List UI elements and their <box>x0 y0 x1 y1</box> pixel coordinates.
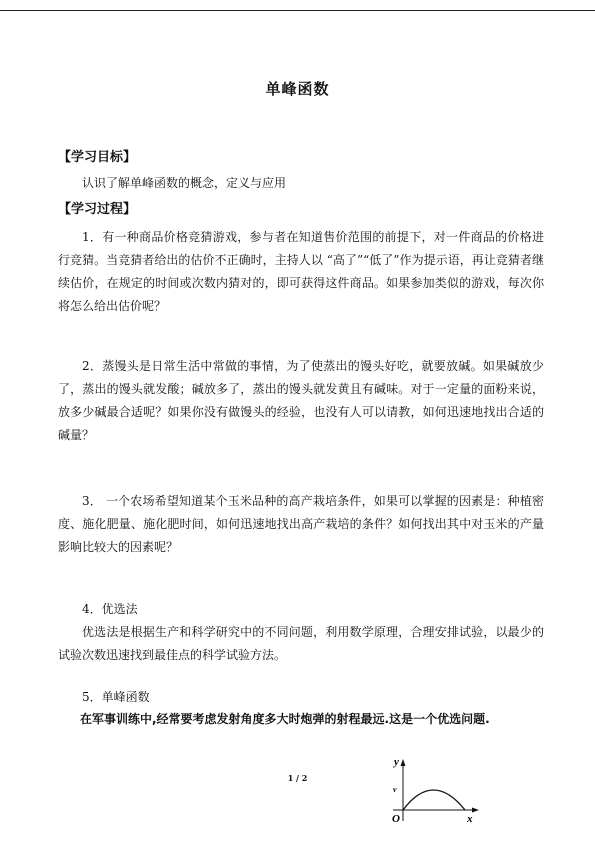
optimization-text: 优选法是根据生产和科学研究中的不同问题，利用数学原理，合理安排试验，以最少的试验次数迅速找到最佳点的科学试验方法。 <box>58 625 544 662</box>
goals-text: 认识了解单峰函数的概念，定义与应用 <box>82 176 287 190</box>
military-example-text: 在军事训练中,经常要考虑发射角度多大时炮弹的射程最远.这是一个优选问题. <box>80 712 490 726</box>
header-rule <box>0 10 595 11</box>
goals-heading: 【学习目标】 <box>58 150 137 165</box>
projectile-graph <box>385 755 485 825</box>
process-heading: 【学习过程】 <box>58 202 137 217</box>
paragraph-2: 2．蒸馒头是日常生活中常做的事情，为了使蒸出的馒头好吃，就要放碱。如果碱放少了，蒸出的馒头就发酸；碱放多了，蒸出的馒头就发黄且有碱味。对于一定量的面粉来说，放多少碱最合适呢？如果你没有做馒头的经验，也没有人可以请教，如何迅速地找出合适的碱量？ <box>58 359 544 442</box>
origin-label: O <box>392 813 400 825</box>
unimodal-heading: 5．单峰函数 <box>82 690 150 704</box>
y-axis-arrow <box>401 759 406 766</box>
velocity-label: v <box>393 785 397 794</box>
paragraph-3: 3． 一个农场希望知道某个玉米品种的高产栽培条件，如果可以掌握的因素是：种植密度、施化肥量、施化肥时间，如何迅速地找出高产栽培的条件？如何找出其中对玉米的产量影响比较大的因素呢？ <box>58 494 544 554</box>
x-axis-label: x <box>467 813 473 825</box>
optimization-heading: 4．优选法 <box>82 602 138 616</box>
y-axis-label: y <box>394 756 399 768</box>
trajectory-curve <box>403 790 465 810</box>
page-title: 单峰函数 <box>265 80 330 98</box>
paragraph-1: 1．有一种商品价格竞猜游戏，参与者在知道售价范围的前提下，对一件商品的价格进行竞猜。当竞猜者给出的估价不正确时，主持人以 “高了”“低了”作为提示语，再让竞猜者继续估价，在规定的时间或次数内猜对的，即可获得这件商品。如果参加类似的游戏，每次你将怎么给出估价呢？ <box>58 230 544 313</box>
x-axis-arrow <box>472 808 479 813</box>
page-number: 1 / 2 <box>287 773 308 783</box>
